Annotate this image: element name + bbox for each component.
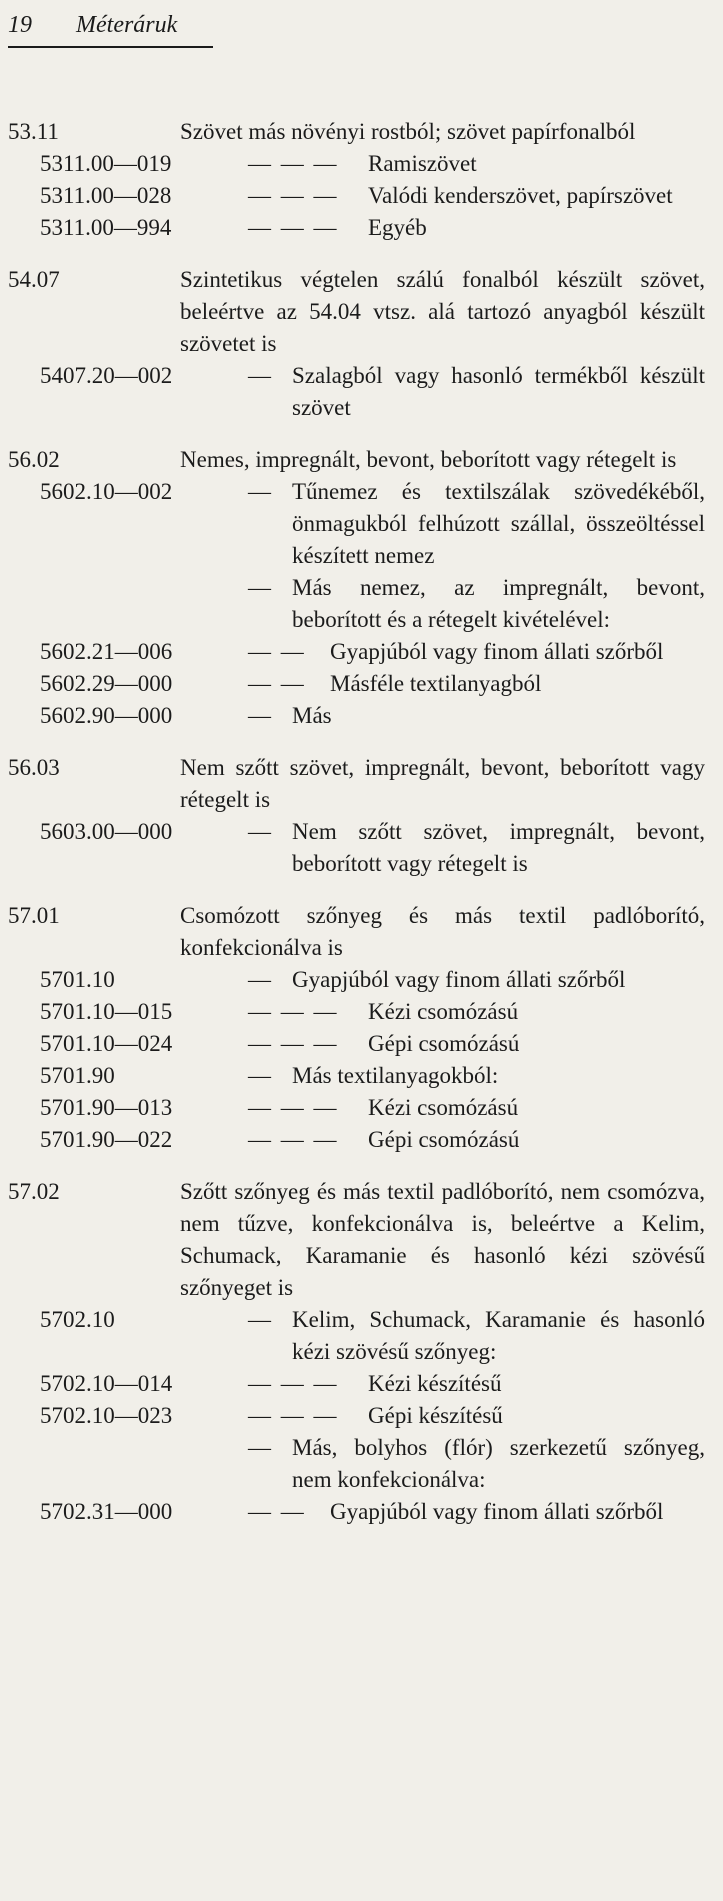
item-description: Tűnemez és textilszálak szövedékéből, önmagukból felhúzott szállal, összeöltéssel készített nemez [292,479,705,568]
tariff-item [0,668,723,700]
tariff-section [0,264,723,424]
item-description: Kézi készítésű [368,1371,502,1396]
item-code: 5311.00—994 [40,215,172,240]
page-header [8,10,213,48]
tariff-item [0,572,723,636]
tariff-item [0,212,723,244]
indent-dashes: — — — [248,183,339,208]
item-code: 5702.10—023 [40,1403,173,1428]
indent-dashes: — [248,363,273,388]
indent-dashes: — [248,703,273,728]
section-heading [0,900,723,964]
section-heading [0,752,723,816]
heading-description: Szintetikus végtelen szálú fonalból készült szövet, beleértve az 54.04 vtsz. alá tartozó anyagból készült szövetet is [180,267,705,356]
tariff-item [0,1304,723,1368]
tariff-section [0,116,723,244]
item-description: Gyapjúból vagy finom állati szőrből [330,1499,664,1524]
indent-dashes: — — — [248,1371,339,1396]
tariff-item [0,1496,723,1528]
heading-code: 57.01 [8,903,60,928]
item-code: 5701.10—024 [40,1031,173,1056]
tariff-item [0,996,723,1028]
item-description: Másféle textilanyagból [330,671,542,696]
heading-code: 56.03 [8,755,60,780]
section-heading [0,1176,723,1304]
indent-dashes: — [248,1435,273,1460]
item-code: 5311.00—028 [40,183,172,208]
item-code: 5603.00—000 [40,819,173,844]
item-description: Kelim, Schumack, Karamanie és hasonló kézi szövésű szőnyeg: [292,1307,705,1364]
tariff-item [0,1124,723,1156]
item-description: Más [292,703,332,728]
item-code: 5407.20—002 [40,363,173,388]
item-description: Más, bolyhos (flór) szerkezetű szőnyeg, nem konfekcionálva: [292,1435,705,1492]
item-description: Szalagból vagy hasonló termékből készült szövet [292,363,705,420]
item-code: 5702.10 [40,1307,115,1332]
item-description: Más textilanyagokból: [292,1063,499,1088]
tariff-item [0,1028,723,1060]
tariff-item [0,1368,723,1400]
tariff-item [0,1060,723,1092]
item-code: 5701.90—013 [40,1095,173,1120]
heading-code: 53.11 [8,119,59,144]
heading-description: Szőtt szőnyeg és más textil padlóborító, nem csomózva, nem tűzve, konfekcionálva is, beleértve a Kelim, Schumack, Karamanie és hasonló kézi szövésű szőnyeget is [180,1179,705,1300]
indent-dashes: — [248,1307,273,1332]
tariff-item [0,148,723,180]
indent-dashes: — — — [248,999,339,1024]
indent-dashes: — — [248,639,306,664]
item-code: 5701.10—015 [40,999,173,1024]
item-code: 5701.90—022 [40,1127,173,1152]
tariff-section [0,900,723,1156]
item-description: Nem szőtt szövet, impregnált, bevont, beborított vagy rétegelt is [292,819,705,876]
indent-dashes: — — — [248,1031,339,1056]
item-code: 5602.21—006 [40,639,173,664]
item-code: 5602.10—002 [40,479,173,504]
item-code: 5701.10 [40,967,115,992]
item-description: Ramiszövet [368,151,477,176]
item-description: Gépi csomózású [368,1127,520,1152]
item-code: 5701.90 [40,1063,115,1088]
indent-dashes: — — — [248,1127,339,1152]
heading-code: 54.07 [8,267,60,292]
heading-code: 56.02 [8,447,60,472]
section-heading [0,116,723,148]
indent-dashes: — — [248,1499,306,1524]
tariff-list [0,116,723,1548]
heading-description: Csomózott szőnyeg és más textil padlóborító, konfekcionálva is [180,903,705,960]
tariff-item [0,816,723,880]
tariff-item [0,700,723,732]
tariff-section [0,1176,723,1528]
indent-dashes: — — — [248,1095,339,1120]
item-description: Más nemez, az impregnált, bevont, beborított és a rétegelt kivételével: [292,575,705,632]
item-description: Gépi készítésű [368,1403,503,1428]
item-code: 5311.00—019 [40,151,172,176]
section-heading [0,264,723,360]
page-number: 19 [8,12,32,38]
section-heading [0,444,723,476]
indent-dashes: — [248,575,273,600]
heading-description: Szövet más növényi rostból; szövet papírfonalból [180,119,636,144]
heading-description: Nem szőtt szövet, impregnált, bevont, beborított vagy rétegelt is [180,755,705,812]
tariff-item [0,180,723,212]
tariff-section [0,444,723,732]
indent-dashes: — [248,967,273,992]
heading-description: Nemes, impregnált, bevont, beborított vagy rétegelt is [180,447,677,472]
tariff-item [0,1432,723,1496]
item-description: Gyapjúból vagy finom állati szőrből [330,639,664,664]
item-description: Kézi csomózású [368,999,519,1024]
item-description: Valódi kenderszövet, papírszövet [368,183,673,208]
item-description: Gyapjúból vagy finom állati szőrből [292,967,626,992]
indent-dashes: — [248,819,273,844]
tariff-item [0,360,723,424]
tariff-section [0,752,723,880]
indent-dashes: — — — [248,1403,339,1428]
heading-code: 57.02 [8,1179,60,1204]
indent-dashes: — — — [248,215,339,240]
item-code: 5702.10—014 [40,1371,173,1396]
indent-dashes: — [248,1063,273,1088]
item-code: 5602.90—000 [40,703,173,728]
item-description: Egyéb [368,215,427,240]
tariff-item [0,636,723,668]
running-title: Méteráruk [76,12,178,38]
tariff-item [0,1400,723,1432]
item-description: Kézi csomózású [368,1095,519,1120]
item-code: 5602.29—000 [40,671,173,696]
tariff-item [0,964,723,996]
item-description: Gépi csomózású [368,1031,520,1056]
indent-dashes: — — [248,671,306,696]
tariff-item [0,1092,723,1124]
item-code: 5702.31—000 [40,1499,173,1524]
indent-dashes: — [248,479,273,504]
indent-dashes: — — — [248,151,339,176]
tariff-item [0,476,723,572]
